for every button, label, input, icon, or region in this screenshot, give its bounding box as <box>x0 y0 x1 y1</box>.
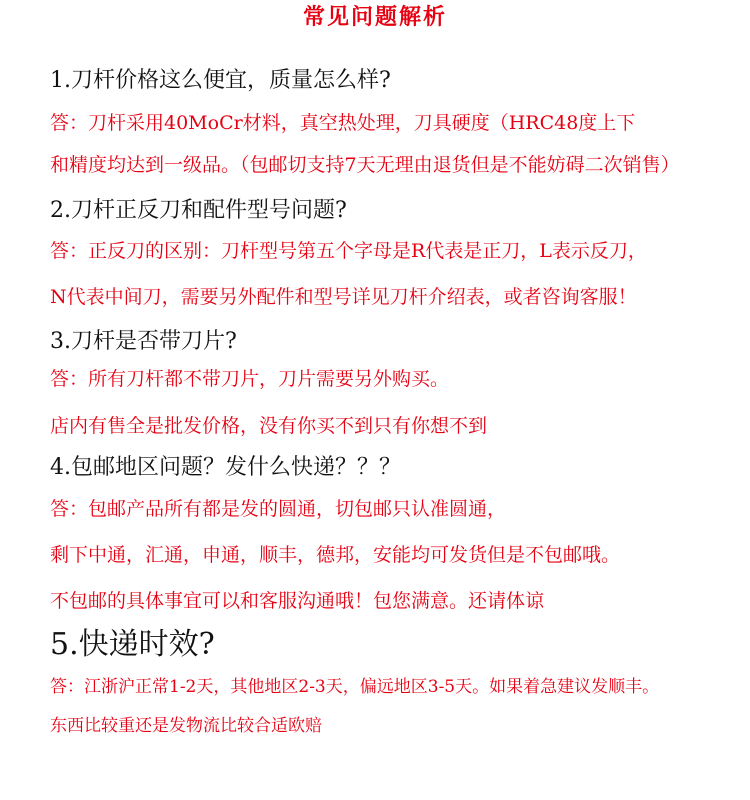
faq-answer-1-line-1: 答：刀杆采用40MoCr材料，真空热处理，刀具硬度（HRC48度上下 <box>50 112 636 134</box>
faq-question-5: 5.快递时效? <box>50 627 215 662</box>
page-title: 常见问题解析 <box>302 4 447 30</box>
faq-answer-4-line-2: 剩下中通，汇通，申通，顺丰，德邦，安能均可发货但是不包邮哦。 <box>50 544 621 566</box>
faq-question-4: 4.包邮地区问题？发什么快递？？？ <box>50 455 401 480</box>
faq-question-3: 3.刀杆是否带刀片? <box>50 329 237 354</box>
faq-question-2: 2.刀杆正反刀和配件型号问题? <box>50 198 347 223</box>
faq-answer-4-line-1: 答：包邮产品所有都是发的圆通，切包邮只认准圆通， <box>50 498 507 520</box>
faq-answer-5-line-1: 答：江浙沪正常1-2天，其他地区2-3天，偏远地区3-5天。如果着急建议发顺丰。 <box>50 677 660 697</box>
faq-answer-5-line-2: 东西比较重还是发物流比较合适欧赔 <box>50 716 322 736</box>
faq-question-1: 1.刀杆价格这么便宜，质量怎么样? <box>50 68 391 93</box>
faq-answer-3-line-2: 店内有售全是批发价格，没有你买不到只有你想不到 <box>50 415 488 437</box>
faq-answer-2-line-1: 答：正反刀的区别：刀杆型号第五个字母是R代表是正刀，L表示反刀， <box>50 240 647 262</box>
faq-answer-1-line-2: 和精度均达到一级品。（包邮切支持7天无理由退货但是不能妨碍二次销售） <box>50 154 680 176</box>
faq-answer-4-line-3: 不包邮的具体事宜可以和客服沟通哦！包您满意。还请体谅 <box>50 590 545 612</box>
faq-answer-2-line-2: N代表中间刀，需要另外配件和型号详见刀杆介绍表，或者咨询客服！ <box>50 286 637 308</box>
faq-answer-3-line-1: 答：所有刀杆都不带刀片，刀片需要另外购买。 <box>50 368 450 390</box>
